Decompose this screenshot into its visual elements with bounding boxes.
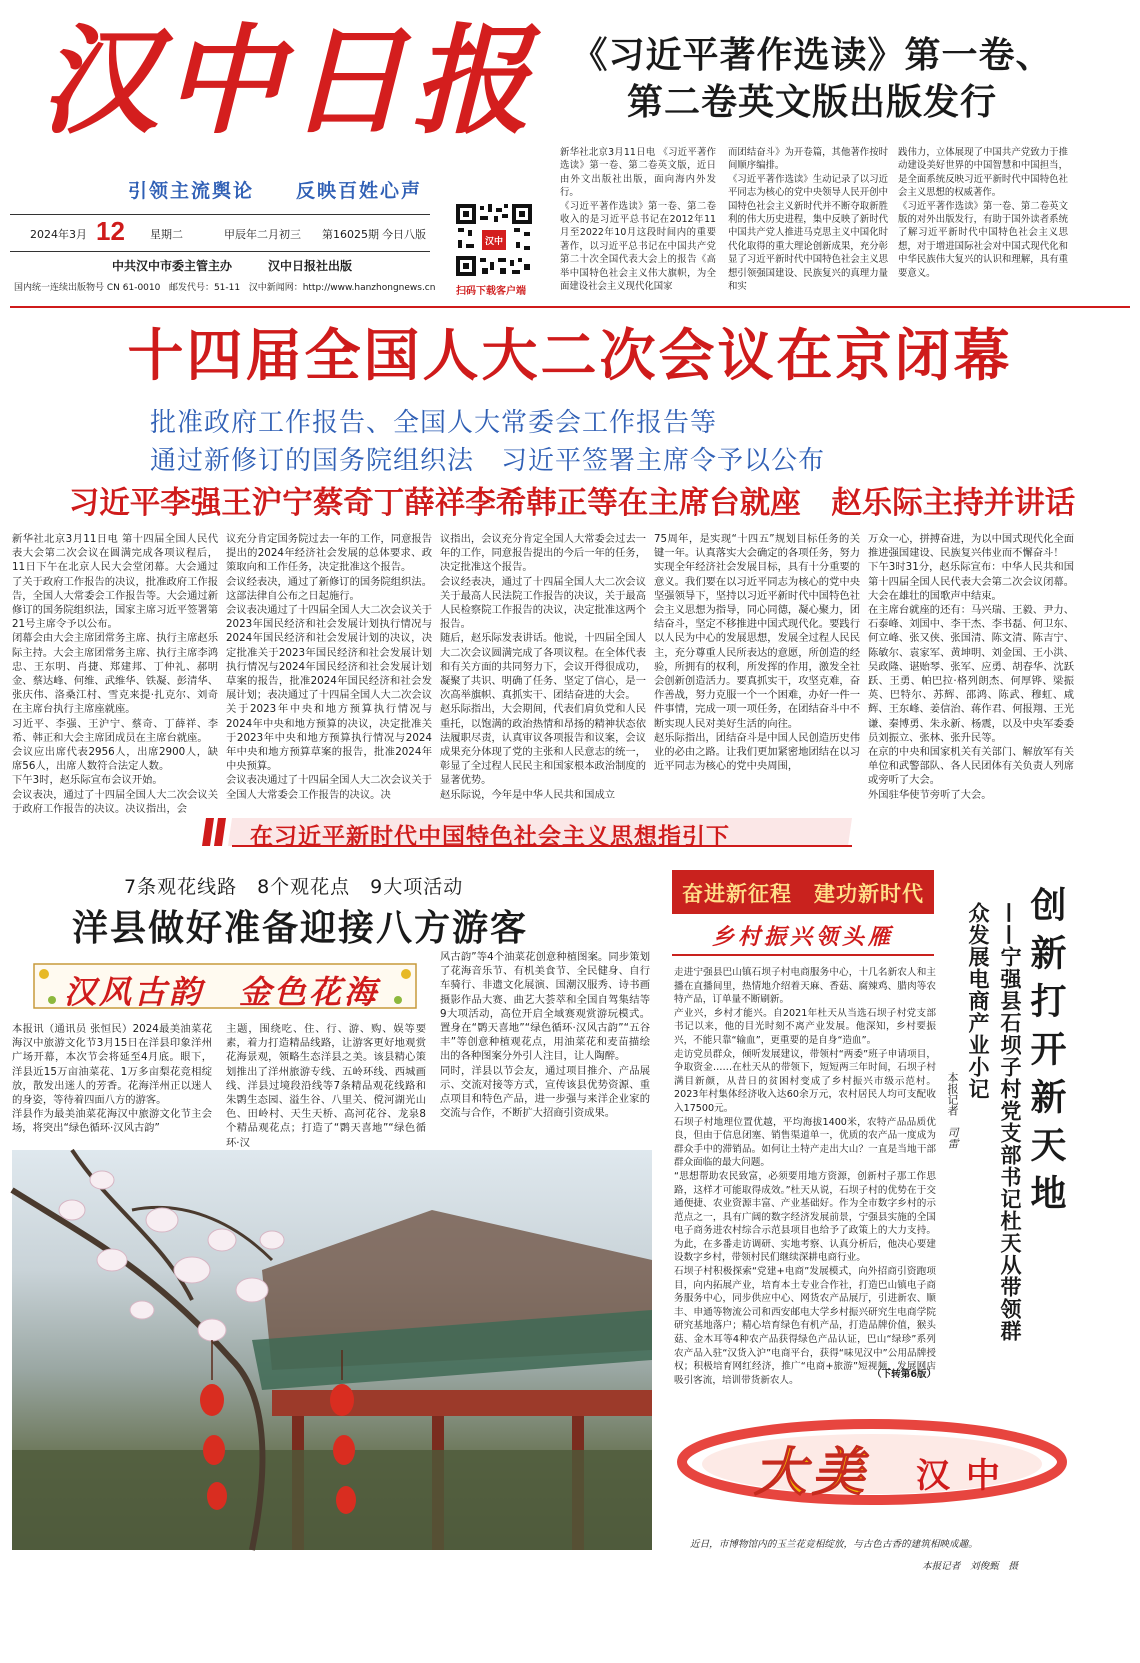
daimei-credit [922, 1558, 1018, 1572]
main-subhead-3: 习近平李强王沪宁蔡奇丁薛祥李希韩正等在主席台就座 赵乐际主持并讲话 [68, 485, 1076, 521]
village-continued: （下转第6版） [872, 1369, 937, 1380]
yang-col-3: 风古韵”等4个油菜花创意种植图案。同步策划了花海音乐节、有机美食节、全民健身、自行车骑行、非遗文化展演、国潮汉服秀、诗书画摄影作品大赛、曲艺大荟萃和全国自驾集结等9大项活动，高位开启全域赛观赏游玩模式。置身在“鹮天喜地”“绿色循环·汉风古韵”“五谷丰”等创意种植观花点，用油菜花和麦苗描绘出的各种图案分外引人注目，让人陶醉。 同时，洋县以节会友，通过项目推介、产品展示、交流对接等方式，宣传该县优势资源、重点项目和特色产品，进一步强与来洋企业家的交流与合作，不断扩大招商引资成果。 [440, 951, 650, 1120]
village-banner [672, 870, 934, 956]
lunar-date: 甲辰年二月初三 [224, 228, 301, 241]
magnolia-photo [12, 1150, 652, 1550]
top-story-col-2: 而团结奋斗》为开卷篇，其他著作按时间顺序编排。 《习近平著作选读》生动记录了以习近平同志为核心的党中央领导人民开创中国特色社会主义新时代并不断夺取新胜利的伟大历史进程，集中反映了新时代中国共产党人推进马克思主义中国化时代化取得的重大理论创新成果，充分彰显了习近平新时代中国特色社会主义思想引领强国建设、民族复兴的真理力量和实 [728, 147, 888, 293]
daimei-credit-name: 刘俊甄 摄 [969, 1561, 1018, 1572]
village-subtitle: ——宁强县石坝子村党支部书记杜天从带领群众发展电商产业小记 [966, 902, 1022, 1342]
village-byline-label: 本报记者 [946, 1072, 959, 1116]
page-count: 今日八版 [382, 228, 426, 241]
daimei-caption: 近日，市博物馆内的玉兰花竞相绽放，与古色古香的建筑相映成趣。 [690, 1539, 978, 1550]
sponsor: 中共汉中市委主管主办 [112, 259, 233, 273]
main-story-col-1: 新华社北京3月11日电 第十四届全国人民代表大会第二次会议在圆满完成各项议程后，11日下午在北京人民大会堂闭幕。大会通过了关于政府工作报告的决议，批准政府工作报告，全国人大常委会工作报告等。大会通过新修订的国务院组织法，国家主席习近平签署第21号主席令予以公布。 闭幕会由大会主席团常务主席、执行主席赵乐际主持。大会主席团常务主席、执行主席李鸿忠、王东明、肖捷、郑建邦、丁仲礼、郝明金、蔡达峰、何维、武维华、铁凝、彭清华、张庆伟、洛桑江村、雪克来提·扎克尔、刘奇在主席台执行主席座就座。 习近平、李强、王沪宁、蔡奇、丁薛祥、李希、韩正和大会主席团成员在主席台就座。 会议应出席代表2956人，出席2900人，缺席56人，出席人数符合法定人数。 下午3时，赵乐际宣布会议开始。 会议表决，通过了十四届全国人大二次会议关于政府工作报告的决议。决议指出，会 [12, 533, 218, 815]
main-subhead-1: 批准政府工作报告、全国人大常委会工作报告等 [150, 408, 718, 438]
yang-headline: 洋县做好准备迎接八方游客 [72, 907, 529, 949]
top-story-col-3: 践伟力，立体展现了中国共产党致力于推动建设美好世界的中国智慧和中国担当，是全面系统反映习近平新时代中国特色社会主义思想的权威著作。 《习近平著作选读》第一卷、第二卷英文版的对外出版发行，有助于国外读者系统了解习近平新时代中国特色社会主义思想，对于增进国际社会对中国式现代化和中华民族伟大复兴的认识和理解，具有重要意义。 [898, 147, 1068, 279]
village-title: 创新打开新天地 [1025, 886, 1066, 1222]
masthead-title: 汉中日报 [40, 11, 537, 150]
village-banner-top-text: 奋进新征程 建功新时代 [682, 881, 924, 906]
yang-badge [30, 960, 420, 1012]
issue-number: 第16025期 [322, 228, 379, 241]
photo-scene [12, 1150, 652, 1550]
cn-number: 国内统一连续出版物号 CN 61-0010 [14, 283, 161, 293]
date-line [30, 216, 430, 244]
website: 汉中新闻网：http://www.hanzhongnews.cn [248, 283, 436, 293]
main-subhead-2: 通过新修订的国务院组织法 习近平签署主席令予以公布 [150, 446, 826, 476]
section-banner-text: 在习近平新时代中国特色社会主义思想指引下 [250, 824, 730, 850]
qr-caption: 扫码下载客户端 [456, 286, 526, 297]
main-story-col-5: 万众一心，拼搏奋进，为以中国式现代化全面推进强国建设、民族复兴伟业而不懈奋斗！ 下午3时31分，赵乐际宣布：中华人民共和国第十四届全国人民代表大会第二次会议闭幕。大会在雄壮的国歌声中结束。 在主席台就座的还有：马兴瑞、王毅、尹力、石泰峰、刘国中、李干杰、李书磊、何卫东、何立峰、张又侠、张国清、陈文清、陈吉宁、陈敏尔、袁家军、黄坤明、刘金国、王小洪、吴政隆、谌贻琴、张军、应勇、胡春华、沈跃跃、王勇、帕巴拉·格列朗杰、何厚铧、梁振英、巴特尔、苏辉、邵鸿、陈武、穆虹、咸辉、王东峰、姜信治、蒋作君、何报翔、王光谦、秦博勇、朱永新、杨震，以及中央军委委员刘振立、张林、张升民等。 在京的中央和国家机关有关部门、解放军有关单位和武警部队、各人民团体有关负责人列席或旁听了大会。 外国驻华使节旁听了大会。 [868, 533, 1074, 801]
date-month: 2024年3月 [30, 228, 87, 241]
qr-code-image [454, 202, 534, 278]
post-code: 邮发代号：51-11 [168, 283, 241, 293]
publisher: 汉中日报社出版 [268, 259, 353, 273]
yang-col-1: 本报讯（通讯员 张恒民）2024最美油菜花海汉中旅游文化节3月15日在洋县印象洋州广场开幕，本次节会将延至4月底。眼下，洋县近15万亩油菜花、1万多亩梨花竞相绽放，散发出迷人的芳香。花海洋州正以迷人的身姿，等待着四面八方的游客。 洋县作为最美油菜花海汉中旅游文化节主会场，将突出“绿色循环·汉风古韵” [12, 1023, 212, 1135]
top-story-headline-line1: 《习近平著作选读》第一卷、 [571, 34, 1053, 76]
weekday: 星期二 [150, 228, 183, 241]
slogan-right: 反映百姓心声 [296, 180, 423, 202]
top-story-headline [552, 32, 1072, 126]
slogan-left: 引领主流舆论 [128, 180, 255, 202]
village-body: 走进宁强县巴山镇石坝子村电商服务中心，十几名新农人和主播在直播间里，热情地介绍着天麻、香菇、腐辣鸡、腊肉等农特产品，订单量不断刷新。 产业兴，乡村才能兴。自2021年杜天从当选石坝子村党支部书记以来，他的目光时刻不离产业发展。他深知，乡村要振兴，不能只靠“输血”，更重要的是自身“造血”。 走访党员群众，倾听发展建议，带领村“两委”班子申请项目，争取资金……在杜天从的带领下，短短两三年时间，石坝子村满目新颜，从昔日的贫困村变成了乡村振兴市级示范村。2023年村集体经济收入达60余万元，农村居民人均可支配收入17500元。 石坝子村地理位置优越，平均海拔1400米，农特产品品质优良，但由于信息闭塞、销售渠道单一，优质的农产品一度成为群众手中的滞销品。如何让土特产走出大山？一直是当地干部群众面临的最大问题。 “思想帮助农民致富，必须要用地方资源，创新村子那工作思路，这样才可能取得成效。”杜天从说，石坝子村的优势在于交通便捷、农业资源丰富、产业基础好。作为全市数字乡村的示范点之一，具有广阔的数字经济发展前景，宁强县实施的全国电子商务进农村综合示范县项目也给予了政策上的大力支持。为此，在多番走访调研、实地考察、认真分析后，他决心要建设数字乡村，带领村民们继续深耕电商行业。 石坝子村积极探索“党建+电商”发展模式，向外招商引资跑项目，向内拓展产业，培育本土专业合作社，打造巴山镇电子商务服务中心，同步供应中心、网货农产品展厅，引进新农、顺丰、申通等物流公司和西安邮电大学乡村振兴研究生电商学院研究基地落户；精心培育绿色有机产品，打造品牌价值，猴头菇、金木耳等4种农产品获得绿色产品认证，巴山“绿珍”系列农产品入驻“汉货入沪”电商平台，获得“味见汉中”公用品牌授权；积极培育网红经济，推广“电商+旅游”短视频，发展网店吸引客流，培训带货新农人。 [674, 967, 936, 1386]
village-byline-name: 司雷 [946, 1127, 959, 1149]
top-story-col-1: 新华社北京3月11日电 《习近平著作选读》第一卷、第二卷英文版，近日由外文出版社出版，面向海内外发行。 《习近平著作选读》第一卷、第二卷收入的是习近平总书记在2012年11月至2022年10月这段时间内的重要著作，以习近平总书记在中国共产党第二十次全国代表大会上的报告《高举中国特色社会主义伟大旗帜，为全面建设社会主义现代化国家 [560, 147, 716, 293]
top-story-headline-line2: 第二卷英文版出版发行 [626, 81, 997, 123]
yang-col-2: 主题，围绕吃、住、行、游、购、娱等要素，着力打造精品线路，让游客更好地观赏花海景观，领略生态洋县之美。该县精心策划推出了洋州旅游专线、五岭环线、西城画线、洋县过境段沿线等7条精品观花线路和朱鹮生态园、溢生谷、八里关、傥河湖光山色、田岭村、天生天桥、高河花谷、龙泉8个精品观花点；打造了“鹮天喜地”“绿色循环·汉 [226, 1023, 426, 1149]
village-byline [944, 1072, 960, 1149]
village-banner-bottom-text: 乡村振兴领头雁 [711, 924, 894, 950]
main-story-col-3: 议指出，会议充分肯定全国人大常委会过去一年的工作，同意报告提出的今后一年的任务，决定批准这个报告。 会议经表决，通过了十四届全国人大二次会议关于最高人民法院工作报告的决议，关于最高人民检察院工作报告的决议，决定批准这两个报告。 随后，赵乐际发表讲话。他说，十四届全国人大二次会议圆满完成了各项议程。在全体代表和有关方面的共同努力下，会议开得很成功，凝聚了共识、明确了任务、坚定了信心，是一次高举旗帜、真抓实干、团结奋进的大会。 赵乐际指出，大会期间，代表们肩负党和人民重托，以饱满的政治热情和昂扬的精神状态依法履职尽责，认真审议各项报告和议案，会议成果充分体现了党的主张和人民意志的统一，彰显了全过程人民民主和国家根本政治制度的显著优势。 赵乐际说，今年是中华人民共和国成立 [440, 533, 646, 801]
daimei-title-small: 汉中 [916, 1456, 1016, 1496]
publication-info [14, 280, 435, 293]
main-story-col-4: 75周年，是实现“十四五”规划目标任务的关键一年。认真落实大会确定的各项任务，努力实现全年经济社会发展目标，具有十分重要的意义。我们要在以习近平同志为核心的党中央坚强领导下，坚持以习近平新时代中国特色社会主义思想为指导，同心同德，凝心聚力，团结奋斗，坚定不移推进中国式现代化。要践行以人民为中心的发展思想，发展全过程人民民主，充分尊重人民所表达的意愿，所创造的经验，所拥有的权利，所发挥的作用，激发全社会创新创造活力。要真抓实干，攻坚克难，奋作善战，努力克服一个一个困难，办好一件一件事情，完成一项一项任务，在团结奋斗中不断实现人民对美好生活的向往。 赵乐际指出，团结奋斗是中国人民创造历史伟业的必由之路。让我们更加紧密地团结在以习近平同志为核心的党中央周围， [654, 533, 860, 773]
svg-text:汉中: 汉中 [484, 237, 504, 247]
section-banner [206, 812, 852, 852]
yang-kicker: 7条观花线路 8个观花点 9大项活动 [124, 876, 464, 898]
daimei-credit-label: 本报记者 [922, 1561, 961, 1572]
qr-code[interactable] [454, 202, 534, 278]
date-day: 12 [96, 216, 125, 246]
main-story-col-2: 议充分肯定国务院过去一年的工作，同意报告提出的2024年经济社会发展的总体要求、政策取向和工作任务，决定批准这个报告。 会议经表决，通过了新修订的国务院组织法。这部法律自公布之日起施行。 会议表决通过了十四届全国人大二次会议关于2023年国民经济和社会发展计划执行情况与2024年国民经济和社会发展计划的决议，决定批准关于2023年国民经济和社会发展计划执行情况与2024年国民经济和社会发展计划草案的报告，批准2024年国民经济和社会发展计划；表决通过了十四届全国人大二次会议关于2023年中央和地方预算执行情况与2024年中央和地方预算的决议，决定批准关于2023年中央和地方预算执行情况与2024年中央和地方预算草案的报告，批准2024年中央预算。 会议表决通过了十四届全国人大二次会议关于全国人大常委会工作报告的决议。决 [226, 533, 432, 801]
yang-badge-text: 汉风古韵 金色花海 [64, 973, 380, 1011]
main-headline: 十四届全国人大二次会议在京闭幕 [127, 324, 1013, 389]
daimei-title-big: 大美 [754, 1442, 871, 1503]
